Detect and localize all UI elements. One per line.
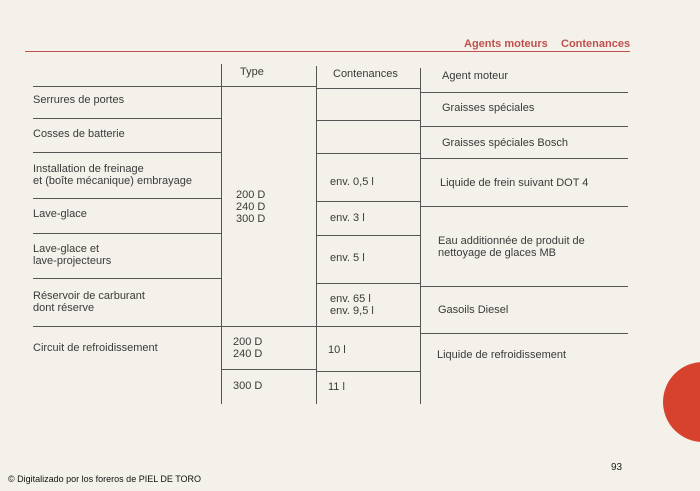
column-header-type: Type [240,66,264,78]
capacity-lave-projecteurs: env. 5 l [330,252,365,264]
type-group-300: 300 D [233,380,263,392]
item-reservoir: Réservoir de carburant dont réserve [33,290,145,314]
item-lave-projecteurs: Lave-glace et lave-projecteurs [33,243,112,267]
agent-lave: Eau additionnée de produit de nettoyage de glaces MB [438,235,585,259]
agent-cosses: Graisses spéciales Bosch [442,137,568,149]
capacity-lave-glace: env. 3 l [330,212,365,224]
header-section: Agents moteurs [464,38,548,50]
header-rule [25,51,630,52]
type-group-all: 200 D 240 D 300 D [236,189,266,225]
red-circle-decoration [663,362,700,442]
capacity-reservoir: env. 65 l env. 9,5 l [330,293,374,317]
item-freinage: Installation de freinage et (boîte mécanique) embrayage [33,163,192,187]
item-lave-glace: Lave-glace [33,208,87,220]
agent-freinage: Liquide de frein suivant DOT 4 [440,177,589,189]
item-serrures: Serrures de portes [33,94,125,106]
item-refroidissement: Circuit de refroidissement [33,342,158,354]
capacity-refroid-2: 11 l [328,381,345,393]
footer-credit: © Digitalizado por los foreros de PIEL DE TORO [8,474,202,484]
agent-reservoir: Gasoils Diesel [438,304,509,316]
column-header-agent: Agent moteur [442,70,509,82]
type-group-200-240: 200 D 240 D [233,336,263,360]
column-header-contenances: Contenances [333,68,398,80]
capacity-freinage: env. 0,5 l [330,176,374,188]
item-cosses: Cosses de batterie [33,128,125,140]
page-number: 93 [611,462,623,473]
capacity-refroid-1: 10 l [328,344,346,356]
header-subsection: Contenances [561,38,631,50]
agent-serrures: Graisses spéciales [442,102,535,114]
agent-refroidissement: Liquide de refroidissement [437,349,567,361]
